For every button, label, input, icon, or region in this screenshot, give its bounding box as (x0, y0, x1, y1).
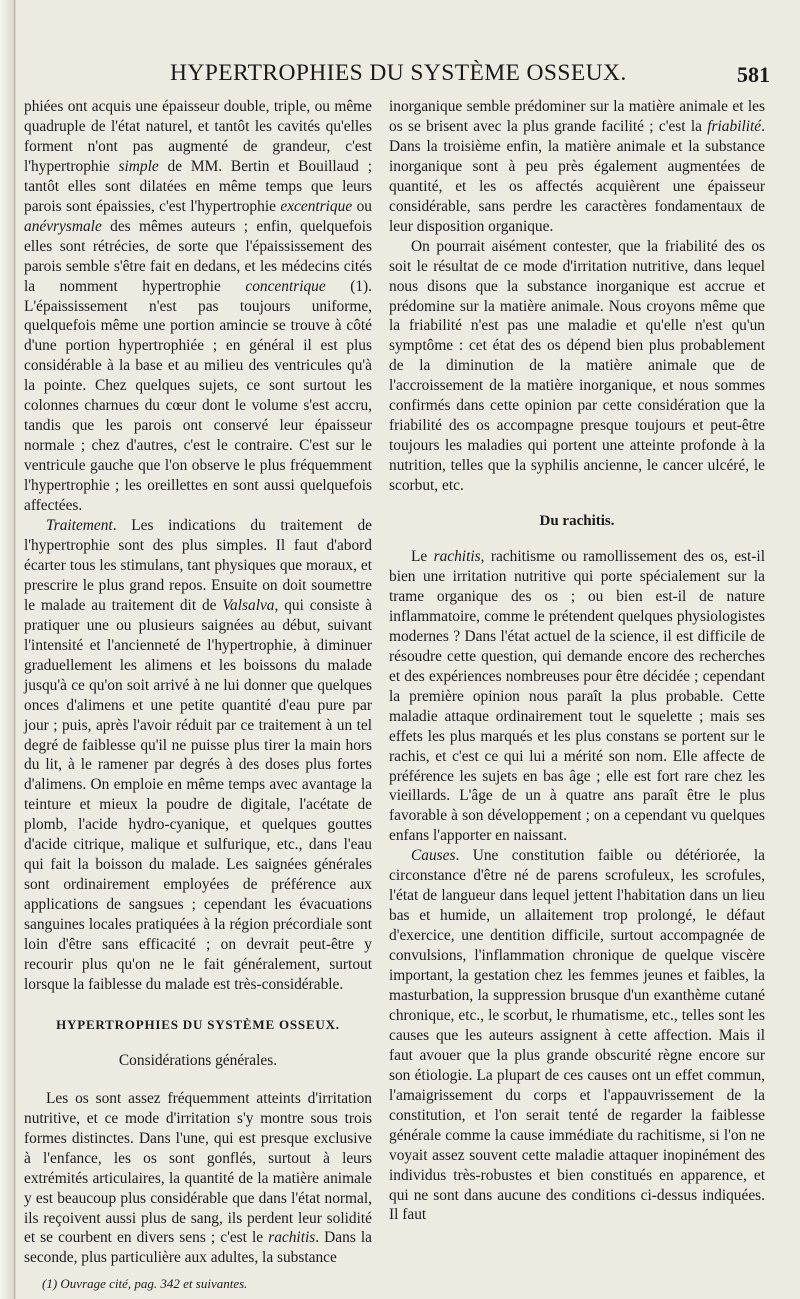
text-run: de MM. Bertin et Bouillaud ; tantôt elles sont dilatées en même temps que leurs parois sont épaissies, c'est l'hypertrophie (24, 157, 372, 215)
text-run: inorganique semble prédominer sur la matière animale et les os se brisent avec la plus grande facilité ; c'est la (389, 98, 765, 135)
paragraph-treatment (24, 516, 372, 995)
italic-text-run: excentrique (280, 197, 353, 215)
section-heading: HYPERTROPHIES DU SYSTÈME OSSEUX. (56, 1016, 340, 1032)
italic-text-run: rachitis (433, 548, 481, 566)
binding-edge-line (14, 0, 15, 1299)
running-title: HYPERTROPHIES DU SYSTÈME OSSEUX. (170, 60, 627, 86)
paragraph-hypertrophy-forms (24, 97, 372, 516)
italic-text-run: Causes (411, 847, 456, 865)
text-run: . Dans la seconde, plus particulière aux adultes, la substance (24, 1229, 372, 1267)
text-run: . Les indications du traitement de l'hypertrophie sont des plus simples. Il faut d'abord écarter tous les stimulans, tant physiques que moraux, et prescrire le plus grand repos. Ensuite on doit soumettre le malade au traitement dit de (24, 517, 372, 614)
text-run: des mêmes auteurs ; enfin, quelquefois elles sont rétrécies, de sorte que l'épaississement des parois semble s'être fait en dedans, et les médecins cités la nomment hypertrophie (24, 217, 372, 295)
text-run: (1). L'épaississement n'est pas toujours uniforme, quelquefois même une portion amincie se trouve à côté d'une portion hypertrophiée ; en général il est plus considérable à la base et au milieu des ventricules qu'à la pointe. Chez quelques sujets, ce sont surtout les colonnes charnues du cœur dont le volume s'est accru, tandis que les parois ont conservé leur épaisseur normale ; chez d'autres, c'est le contraire. C'est sur le ventricule gauche que l'on observe le plus fréquemment l'hypertrophie ; les oreillettes en sont aussi quelquefois affectées. (24, 277, 372, 515)
italic-text-run: rachitis (268, 1229, 316, 1247)
paragraph-bone-forms-continued (389, 97, 765, 237)
paragraph-friability (389, 237, 765, 496)
italic-text-run: anévrysmale (24, 217, 102, 235)
text-run: , qui consiste à pratiquer une ou plusieurs saignées au début, suivant l'intensité et l'ancienneté de l'hypertrophie, à diminuer graduellement les alimens et les boissons du malade jusqu'à ce qu'on soit arrivé à ne lui donner que quelques onces d'alimens et une petite quantité d'eau pure par jour ; puis, après l'avoir réduit par ce traitement à un tel degré de faiblesse qu'il ne puisse plus tirer la main hors du lit, à le ramener par degrés à des doses plus fortes d'alimens. On emploie en même temps avec avantage la teinture et mieux la poudre de digitale, l'acétate de plomb, l'acide hydro-cyanique, et quelques gouttes d'acide citrique, malique et sulfurique, etc., dans l'eau qui fait la boisson du malade. Les saignées générales sont ordinairement employées de préférence aux applications de sangsues ; cependant les évacuations sanguines locales pratiquées à la région précordiale sont loin d'être sans efficacité ; on devrait peut-être y recourir plus qu'on ne le fait généralement, surtout lorsque la faiblesse du malade est très-considérable. (24, 596, 372, 993)
text-run: phiées ont acquis une épaisseur double, triple, ou même quadruple de l'état naturel, et tantôt les cavités qu'elles forment n'ont pas augmenté de grandeur, c'est l'hypertrophie (24, 98, 372, 175)
page-header (170, 60, 770, 90)
rachitis-heading: Du rachitis. (539, 513, 615, 530)
paragraph-rachitis-definition (389, 547, 765, 846)
left-column (24, 97, 372, 1292)
paragraph-causes (389, 846, 765, 1225)
text-run: , rachitisme ou ramollissement des os, est-il bien une irritation nutritive qui porte spécialement sur la trame organique des os ; ou bien est-il de nature inflammatoire, comme le prétendent quelques physiologistes modernes ? Dans l'état actuel de la science, il est difficile de résoudre cette question, qui demande encore des recherches et des expériences nombreuses pour être décidée ; cependant la première opinion nous paraît la plus probable. Cette maladie attaque ordinairement tout le squelette ; mais ses effets les plus marqués et les plus constans se portent sur le rachis, et c'est ce qui lui a mérité son nom. Elle affecte de préférence les sujets en bas âge ; elle est fort rare chez les vieillards. L'âge de un à quatre ans paraît être le plus favorable à son développement ; on a cependant vu quelques enfans l'apporter en naissant. (389, 548, 765, 845)
right-column (389, 97, 765, 1225)
text-run: On pourrait aisément contester, que la friabilité des os soit le résultat de ce mode d'irritation nutritive, dans lequel nous disons que la substance inorganique est accrue et prédomine sur la matière animale. Nous croyons même que la friabilité n'est pas une maladie et qu'elle n'est qu'un symptôme : cet état des os dépend bien plus probablement de la diminution de la matière animale que de l'accroissement de la matière inorganique, et nous sommes confirmés dans cette opinion par cette considération que la friabilité des os accompagne presque toujours et peut-être toujours les maladies qui portent une atteinte profonde à la nutrition, telles que la syphilis ancienne, le cancer ulcéré, le scorbut, etc. (389, 237, 765, 495)
text-run: Les os sont assez fréquemment atteints d'irritation nutritive, et ce mode d'irritation s'y montre sous trois formes distinctes. Dans l'une, qui est presque exclusive à l'enfance, les os sont gonflés, surtout à leurs extrémités articulaires, la quantité de la matière animale y est beaucoup plus considérable que dans l'état normal, ils reçoivent aussi plus de sang, ils perdent leur solidité et se courbent en divers sens ; c'est le (24, 1089, 372, 1247)
text-run: . Une constitution faible ou détériorée, la circonstance d'être né de parens scrofuleux, les scrofules, l'état de langueur dans lequel jettent l'habitation dans un lieu bas et humide, un allaitement trop prolongé, le défaut d'exercice, une dentition difficile, surtout accompagnée de convulsions, l'inflammation chronique de quelque viscère important, la gestation chez les femmes jeunes et faibles, la masturbation, la suppression brusque d'un exanthème cutané chronique, etc., le scorbut, le rhumatisme, etc., telles sont les causes que les auteurs assignent à cette affection. Mais il faut avouer que la plus grande obscurité règne encore sur son étiologie. La plupart de ces causes ont un effet commun, l'amaigrissement du corps et l'appauvrissement de la constitution, et l'on serait tenté de regarder la faiblesse générale comme la cause immédiate du rachitisme, si l'on ne voyait assez souvent cette maladie attaquer inopinément des individus très-robustes et bien constitués en apparence, et qui ne sont dans aucune des conditions ci-dessus indiquées. Il faut (389, 847, 765, 1224)
page-number: 581 (737, 62, 770, 87)
footnote: (1) Ouvrage cité, pag. 342 et suivantes. (42, 1276, 248, 1292)
italic-text-run: simple (118, 157, 159, 175)
italic-text-run: friabilité (707, 117, 762, 135)
italic-text-run: concentrique (245, 277, 326, 295)
paragraph-general-considerations (24, 1089, 372, 1269)
italic-text-run: Traitement (46, 517, 113, 535)
text-run: . Dans la troisième enfin, la matière animale et la substance inorganique sont à peu près également augmentées de quantité, et les os affectés acquièrent une épaisseur considérable, sans perdre les caractères fondamentaux de leur disposition organique. (389, 117, 765, 235)
section-subheading: Considérations générales. (118, 1051, 278, 1069)
italic-text-run: Valsalva (222, 596, 275, 614)
text-run: ou (352, 197, 372, 215)
text-run: Le (411, 548, 434, 566)
